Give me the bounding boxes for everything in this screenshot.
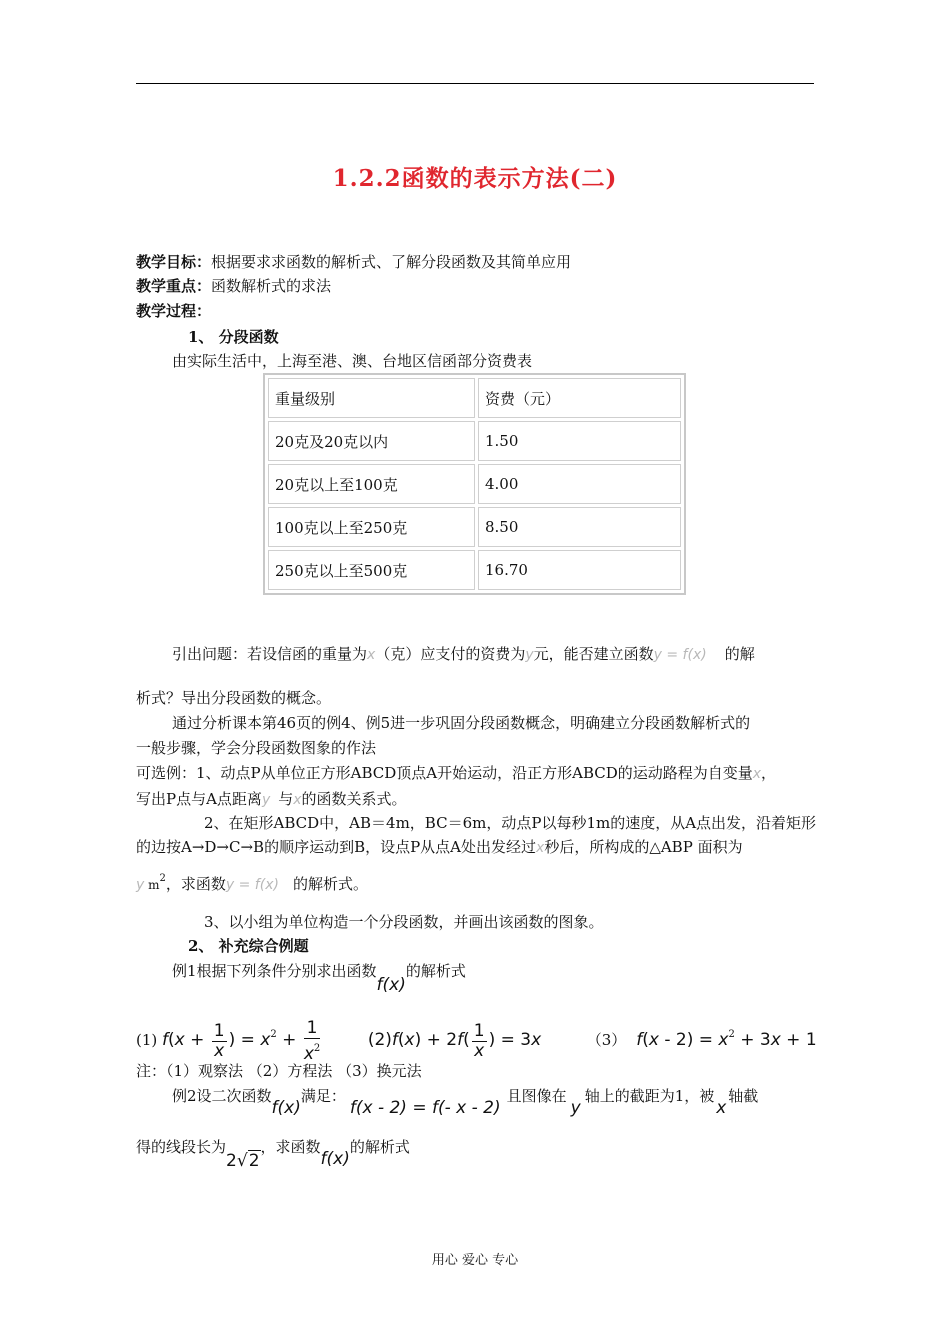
example2-text: 的边按A→D→C→B的顺序运动到B，设点P从点A处出发经过 — [136, 838, 537, 856]
objectives-text: 根据要求求函数的解析式、了解分段函数及其简单应用 — [211, 253, 572, 271]
formula-y-fx: y = f(x) — [653, 647, 707, 663]
condition-label: (1) — [136, 1031, 158, 1049]
question-text: 元，能否建立函数 — [533, 645, 654, 663]
variable-x: x — [293, 792, 302, 808]
condition-1-formula: f — [162, 1030, 169, 1050]
example2-text: 秒后，所构成的△ABP 面积为 — [544, 838, 743, 856]
condition-label: （3） — [586, 1031, 627, 1049]
example2b-line-1 — [172, 1086, 759, 1118]
optional-text: ， — [761, 764, 777, 782]
example2b-text: ，求函数 — [260, 1138, 321, 1156]
optional-text: 可选例：1、动点P从单位正方形ABCD顶点A开始运动，沿正方形ABCD的运动路程为自变量 — [136, 764, 753, 782]
example1-line — [172, 961, 466, 995]
objectives-label: 教学目标： — [136, 253, 212, 271]
optional-text: 的函数关系式。 — [301, 790, 407, 808]
table-cell: 8.50 — [478, 507, 681, 547]
variable-y: y — [570, 1098, 581, 1118]
analysis-line-1: 通过分析课本第46页的例4、例5进一步巩固分段函数概念，明确建立分段函数解析式的 — [172, 714, 751, 732]
table-cell: 16.70 — [478, 550, 681, 590]
process-label: 教学过程： — [136, 302, 212, 320]
unit-text: m — [144, 878, 160, 892]
radicand: 2 — [248, 1151, 260, 1171]
example2-line-1: 2、在矩形ABCD中，AB＝4m，BC＝6m，动点P以每秒1m的速度，从A点出发，沿着矩形 — [204, 814, 817, 832]
section1-heading: 1、 分段函数 — [188, 328, 279, 346]
keypoint-line — [136, 276, 331, 296]
example2b-text: 满足： — [300, 1087, 346, 1105]
variable-y: y — [525, 647, 534, 663]
question-text: （克）应支付的资费为 — [375, 645, 526, 663]
table-row — [268, 507, 681, 547]
table-cell: 20克以上至100克 — [268, 464, 475, 504]
table-cell: 100克以上至250克 — [268, 507, 475, 547]
condition-label: (2) — [367, 1030, 392, 1050]
page-footer: 用心 爱心 专心 — [431, 1253, 519, 1268]
optional-line-2 — [136, 789, 407, 810]
example2b-line-2 — [136, 1137, 410, 1171]
fee-table — [263, 373, 686, 595]
formula-symmetry: f(x - 2) = f(- x - 2) — [349, 1098, 501, 1118]
variable-x: x — [752, 766, 762, 782]
table-header-cell: 资费（元） — [478, 378, 681, 418]
table-row — [268, 421, 681, 461]
example2b-text: 轴上的截距为1，被 — [584, 1087, 715, 1105]
example1-text: 例1根据下列条件分别求出函数 — [172, 962, 377, 980]
question-text: 引出问题：若设信函的重量为 — [172, 645, 368, 663]
unit-superscript: 2 — [159, 873, 166, 884]
example2b-text: 得的线段长为 — [136, 1138, 227, 1156]
table-row — [268, 464, 681, 504]
table-row — [268, 550, 681, 590]
methods-note: 注：（1）观察法 （2）方程法 （3）换元法 — [136, 1062, 422, 1080]
variable-x: x — [536, 840, 545, 856]
variable-x: x — [716, 1098, 727, 1118]
header-rule — [136, 83, 814, 84]
table-cell: 4.00 — [478, 464, 681, 504]
optional-line-1 — [136, 763, 776, 784]
formula-length: 2√2 — [226, 1151, 260, 1171]
example1-text: 的解析式 — [405, 962, 466, 980]
variable-y: y — [261, 792, 271, 808]
example2b-text: 轴截 — [728, 1087, 759, 1105]
table-header-row — [268, 378, 681, 418]
question-text: 的解 — [724, 645, 755, 663]
fraction-1-over-x: $\frac{1}{x}$ — [213, 1020, 225, 1061]
objectives-line — [136, 252, 571, 272]
fraction-1-over-x2: $\frac{1}{x^2}$ — [303, 1017, 321, 1064]
formula-fx: f(x) — [376, 975, 406, 995]
table-header-cell: 重量级别 — [268, 378, 475, 418]
condition-2-formula: f — [391, 1030, 398, 1050]
optional-text: 写出P点与A点距离 — [136, 790, 262, 808]
section2-heading: 2、 补充综合例题 — [188, 937, 309, 955]
optional-text: 与 — [278, 790, 294, 808]
page-title: 1.2.2函数的表示方法(二) — [332, 165, 618, 192]
example2-line-3 — [136, 869, 368, 895]
example2b-text: 的解析式 — [349, 1138, 410, 1156]
example2b-text: 例2设二次函数 — [172, 1087, 272, 1105]
formula-y-fx: y = f(x) — [225, 877, 279, 893]
coefficient: 2 — [226, 1151, 237, 1171]
variable-x: x — [367, 647, 376, 663]
question-line — [172, 644, 755, 665]
keypoint-label: 教学重点： — [136, 277, 212, 295]
example2-line-2 — [136, 837, 743, 858]
conditions-line: (1) f(x + $\frac{1}{x}$ ) = $x^2$ + $\frac{1}{x^2}$ (2)f(x) + 2f( $\frac{1}{x}$ ) = 3x （3） $f(x - 2) = x^2 + 3x + 1$ — [136, 1017, 817, 1064]
section1-intro: 由实际生活中，上海至港、澳、台地区信函部分资费表 — [172, 352, 533, 370]
example2-text: 的解析式。 — [292, 875, 368, 893]
example3-line: 3、以小组为单位构造一个分段函数，并画出该函数的图象。 — [204, 913, 604, 931]
variable-y: y — [136, 877, 145, 893]
table-cell: 1.50 — [478, 421, 681, 461]
fraction-1-over-x: $\frac{1}{x}$ — [473, 1020, 485, 1061]
formula-fx: f(x) — [320, 1149, 350, 1169]
analysis-line-2: 一般步骤，学会分段函数图象的作法 — [136, 739, 377, 757]
example2-text: ，求函数 — [165, 875, 226, 893]
example2b-text: 且图像在 — [506, 1087, 567, 1105]
formula-fx: f(x) — [271, 1098, 301, 1118]
condition-3-formula: f — [636, 1030, 643, 1050]
table-cell: 20克及20克以内 — [268, 421, 475, 461]
keypoint-text: 函数解析式的求法 — [211, 277, 332, 295]
question-line-2: 析式？导出分段函数的概念。 — [136, 689, 332, 707]
table-cell: 250克以上至500克 — [268, 550, 475, 590]
